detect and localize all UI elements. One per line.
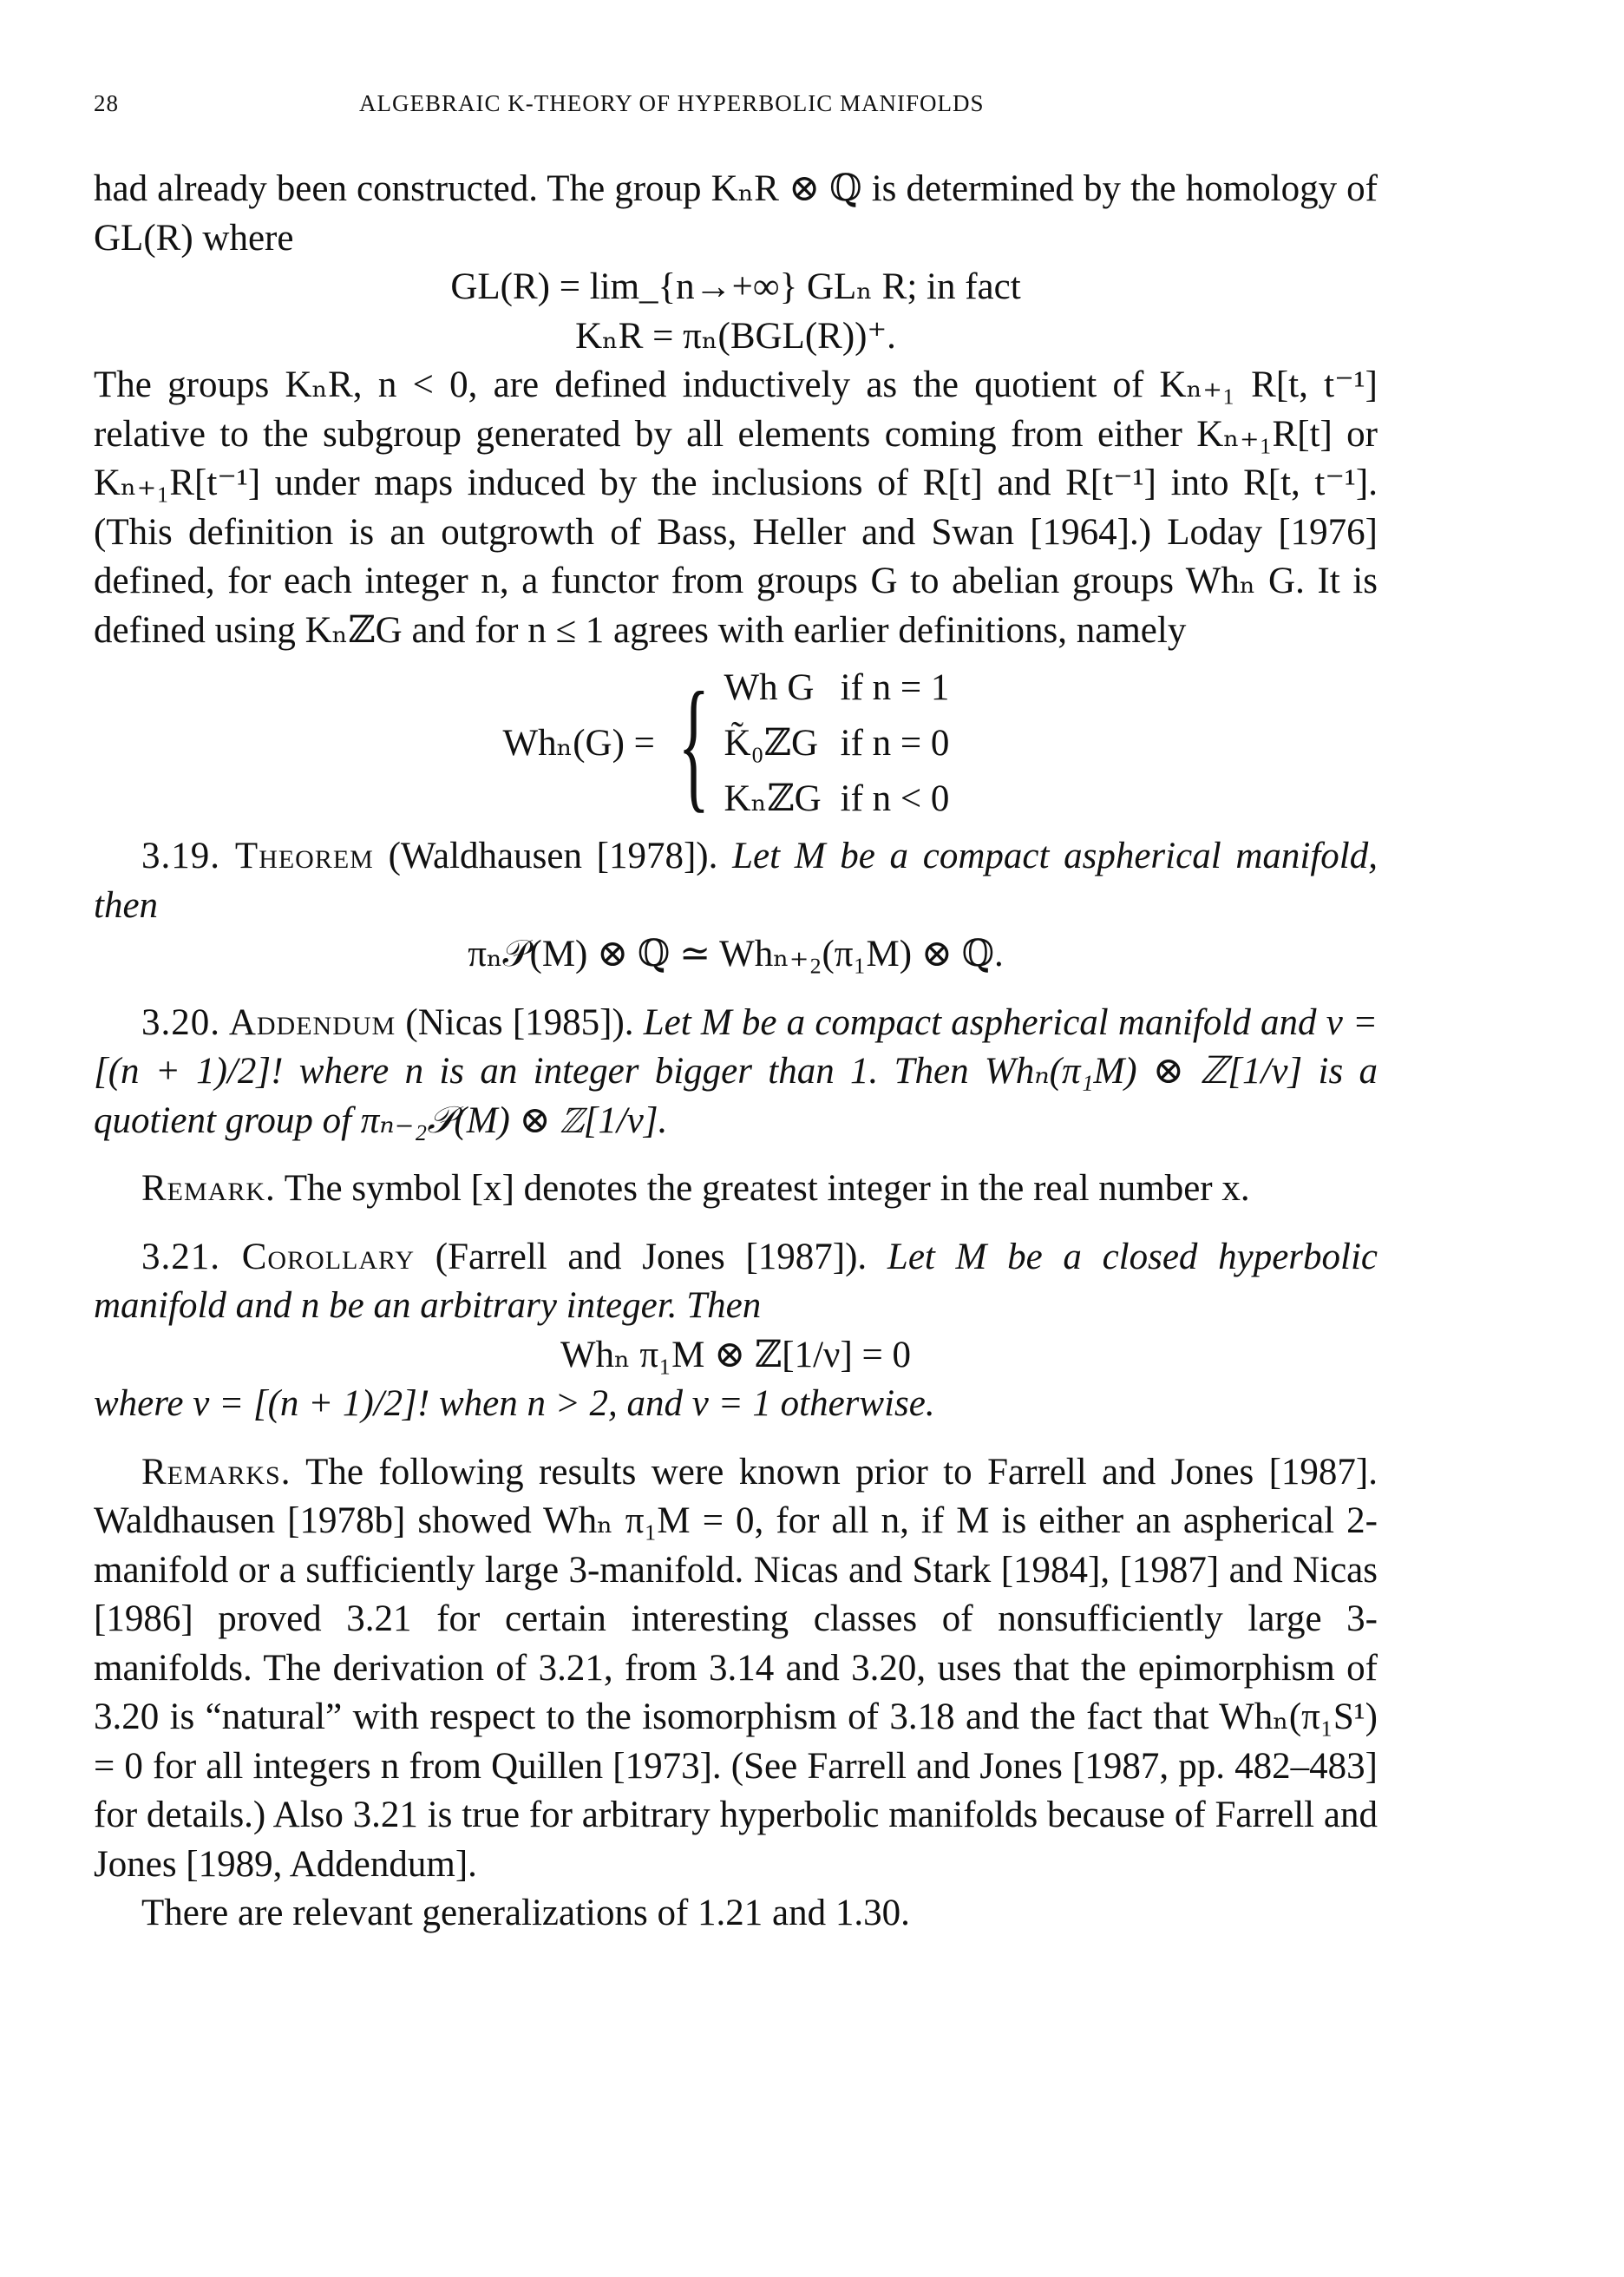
corollary-3-21 — [94, 1233, 1378, 1331]
case-condition: if n = 1 — [840, 667, 950, 708]
remarks — [94, 1448, 1378, 1890]
closing-line: There are relevant generalizations of 1.21 and 1.30. — [141, 1893, 910, 1933]
corollary-label: 3.21. Corollary — [141, 1236, 416, 1277]
equation-gl: GL(R) = lim_{n→+∞} GLₙ R; in fact — [450, 266, 1021, 307]
theorem-statement: Let M be a compact aspherical manifold, then — [94, 836, 1378, 926]
paragraph-intro: had already been constructed. The group KₙR ⊗ ℚ is determined by the homology of GL(R) where — [94, 168, 1378, 259]
equation-theorem-3-19: πₙ𝒫(M) ⊗ ℚ ≃ Whₙ₊₂(π₁M) ⊗ ℚ. — [468, 934, 1004, 974]
page-number: 28 — [94, 90, 119, 116]
case-condition: if n < 0 — [840, 778, 950, 819]
equation-whitehead-cases — [94, 660, 1378, 827]
case-value: KₙℤG — [724, 778, 822, 819]
running-title: ALGEBRAIC K-THEORY OF HYPERBOLIC MANIFOLDS — [359, 90, 985, 116]
addendum-citation: (Nicas [1985]). — [405, 1001, 634, 1043]
corollary-where-clause: where ν = [(n + 1)/2]! when n > 2, and ν = 1 otherwise. — [94, 1383, 935, 1424]
cases-table — [724, 660, 969, 827]
cases-lhs: Whₙ(G) = — [502, 722, 655, 764]
remarks-label: Remarks. — [141, 1451, 291, 1493]
case-value: Wh G — [724, 667, 815, 708]
spacer — [94, 1145, 1378, 1165]
theorem-label: 3.19. Theorem — [141, 836, 374, 876]
corollary-statement: Let M be a closed hyperbolic manifold and n be an arbitrary integer. Then — [94, 1236, 1378, 1326]
cases-row — [724, 716, 969, 771]
spacer — [94, 1214, 1378, 1233]
remark — [94, 1165, 1378, 1214]
cases-row — [724, 771, 969, 827]
cases-row — [724, 660, 969, 716]
equation-corollary-3-21: Whₙ π₁M ⊗ ℤ[1/ν] = 0 — [560, 1334, 912, 1375]
spacer — [94, 1429, 1378, 1448]
corollary-citation: (Farrell and Jones [1987]). — [435, 1236, 868, 1277]
addendum-label: 3.20. Addendum — [141, 1001, 396, 1043]
remark-label: Remark. — [141, 1168, 276, 1209]
equation-kn: KₙR = πₙ(BGL(R))⁺. — [575, 315, 896, 357]
case-condition: if n = 0 — [840, 723, 950, 764]
addendum-statement: Let M be a compact aspherical manifold and ν = [(n + 1)/2]! where n is an integer bigger than 1. Then Whₙ(π₁M) ⊗ ℤ[1/ν] is a quotient group of πₙ₋₂𝒫(M) ⊗ ℤ[1/ν]. — [94, 1001, 1378, 1141]
addendum-3-20 — [94, 999, 1378, 1146]
remarks-text: The following results were known prior to Farrell and Jones [1987]. Waldhausen [1978b] showed Whₙ π₁M = 0, for all n, if M is either an aspherical 2-manifold or a sufficiently large 3-manifold. Nicas and Stark [1984], [1987] and Nicas [1986] proved 3.21 for certain interesting classes of nonsufficiently large 3-manifolds. The derivation of 3.21, from 3.14 and 3.20, uses that the epimorphism of 3.20 is “natural” with respect to the isomorphism of 3.18 and the fact that Whₙ(π₁S¹) = 0 for all integers n from Quillen [1973]. (See Farrell and Jones [1987, pp. 482–483] for details.) Also 3.21 is true for arbitrary hyperbolic manifolds because of Farrell and Jones [1989, Addendum]. — [94, 1451, 1378, 1885]
paragraph-negative-k: The groups KₙR, n < 0, are defined inductively as the quotient of Kₙ₊₁ R[t, t⁻¹] relative to the subgroup generated by all elements coming from either Kₙ₊₁R[t] or Kₙ₊₁R[t⁻¹] under maps induced by the inclusions of R[t] and R[t⁻¹] into R[t, t⁻¹]. (This definition is an outgrowth of Bass, Heller and Swan [1964].) Loday [1976] defined, for each integer n, a functor from groups G to abelian groups Whₙ G. It is defined using KₙℤG and for n ≤ 1 agrees with earlier definitions, namely — [94, 364, 1378, 651]
text-body — [94, 165, 1378, 1939]
case-value: K̃₀ℤG — [724, 723, 819, 764]
theorem-3-19 — [94, 832, 1378, 930]
left-brace-icon: { — [678, 662, 710, 825]
spacer — [94, 980, 1378, 999]
remark-text: The symbol [x] denotes the greatest integer in the real number x. — [284, 1168, 1250, 1209]
theorem-citation: (Waldhausen [1978]). — [388, 836, 718, 876]
